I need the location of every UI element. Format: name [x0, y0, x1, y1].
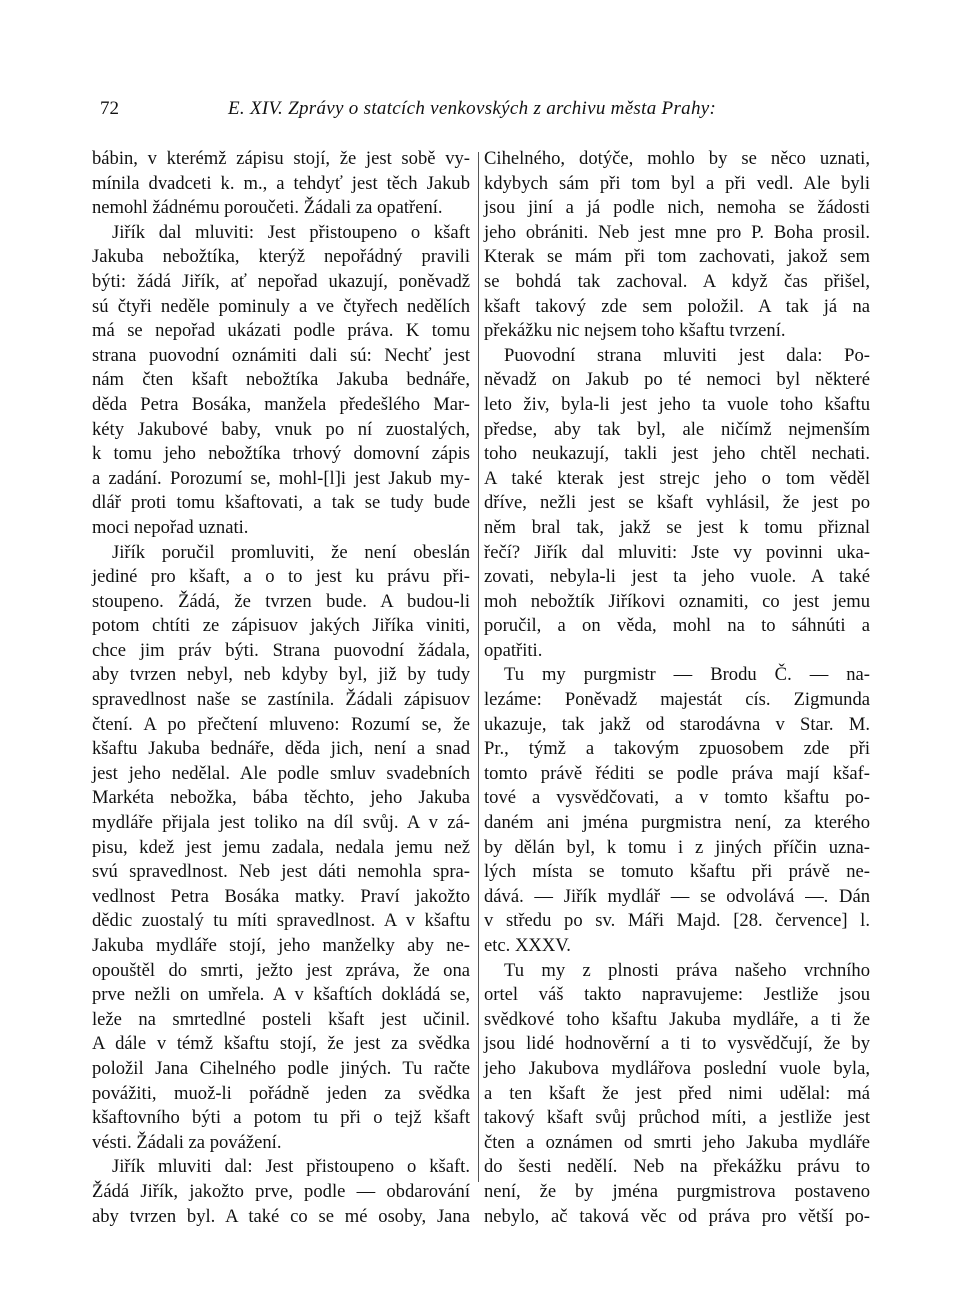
text-line: nám čten kšaft nebožtíka Jakuba bednáře, [92, 369, 470, 391]
text-line: lých místa se tomuto kšaftu při právě ne- [484, 861, 870, 883]
text-line: leto živ, byla-li jest jeho ta vuole toho kšaftu [484, 393, 870, 415]
text-line: má se nepořad ukázati podle práva. K tomu [92, 320, 470, 342]
text-line: Jiřík dal mluviti: Jest přistoupeno o kšaft [112, 221, 470, 243]
text-line: poručil, a on věda, mohl na to sáhnúti a [484, 615, 870, 637]
text-line: býti: žádá Jiřík, ať nepořad ukazují, poněvadž [92, 270, 470, 292]
text-line: lezáme: Poněvadž majestát cís. Zigmunda [484, 689, 870, 711]
text-line: do šesti nedělí. Neb na překážku právu to [484, 1156, 870, 1178]
text-line: k tomu jeho nebožtíka trhový domovní zápis [92, 443, 470, 465]
left-text-column [92, 147, 470, 1229]
text-line: v středu po sv. Máři Majd. [28. července] l. [484, 910, 870, 932]
text-line: chce jim práv býti. Strana puovodní žádala, [92, 639, 470, 661]
text-line: vedlnost Petra Bosáka matky. Praví jakožto [92, 885, 470, 907]
text-line: Puovodní strana mluviti jest dala: Po- [504, 344, 870, 366]
text-line: jeho Jakubova mydlářova poslední vuole byla, [484, 1057, 870, 1079]
text-line: Cihelného, dotýče, mohlo by se něco uznati, [484, 148, 870, 169]
text-line: jsou lidé hodnověrní a ti to vysvědčují, že by [484, 1033, 870, 1055]
text-line: mydláře přijala jest toliko na díl svůj. A v zá- [92, 812, 470, 834]
text-line: zovati, nebyla-li jest ta jeho vuole. A také [484, 566, 870, 588]
text-line: Jiřík poručil promluviti, že není obeslán [112, 541, 470, 563]
text-line: Tu my z plnosti práva našeho vrchního [504, 959, 870, 981]
text-line: dlář proti tomu kšaftovati, a tak se tudy bude [92, 492, 470, 514]
text-line: Žádá Jiřík, jakožto prve, podle — obdarování [92, 1180, 470, 1202]
text-line: opouštěl do smrti, ježto jest zpráva, že ona [92, 959, 470, 981]
text-line: mínila dvadceti k. m., a tehdyť jest těch Jakub [92, 172, 470, 194]
text-line: aby tvrzen nebyl, neb kdyby byl, již by tudy [92, 664, 470, 686]
text-line: kdybych sám při tom byl a při vedl. Ale byli [484, 172, 870, 194]
text-line: prve nežli on umřela. A v kšaftích dokládá se, [92, 984, 470, 1006]
running-title: E. XIV. Zprávy o statcích venkovských z archivu města Prahy: [228, 98, 717, 119]
text-line: dává. — Jiřík mydlář — se odvolává —. Dán [484, 885, 870, 907]
text-line: Jakuba nebožtíka, kterýž nepořádný pravili [92, 246, 470, 268]
page-number: 72 [100, 98, 119, 119]
text-line: nebylo, ač taková věc od práva pro větší po- [484, 1205, 870, 1227]
text-line: překážku nic nejsem toho kšaftu tvrzení. [484, 320, 786, 342]
text-line: svědkové toho kšaftu Jakuba mydláře, a ti že [484, 1008, 870, 1030]
text-line: daném ani jména purgmistra není, za kterého [484, 812, 870, 834]
text-line: čtení. A po přečtení mluveno: Rozumí se, že [92, 713, 470, 735]
text-line: řečí? Jiřík dal mluviti: Jste vy povinni uka- [484, 541, 870, 563]
text-line: A také kterak jest strejc jeho o tom věděl [484, 467, 870, 489]
text-line: nemohl žádnému poroučeti. Žádali za opatření. [92, 197, 443, 219]
text-line: a zadání. Porozumí se, mohl-[l]i jest Jakub my- [92, 467, 470, 489]
text-line: položil Jana Cihelného podle jiných. Tu račte [92, 1057, 470, 1079]
text-line: něvadž on Jakub po té nemoci byl některé [484, 369, 870, 391]
text-line: Pr., týmž a takovým zpuosobem zde při [484, 738, 870, 760]
text-line: kšaftovního býti a potom tu při o tejž kšaft [92, 1107, 470, 1129]
text-line: opatřiti. [484, 639, 543, 661]
text-line: něm bral tak, jakž se jest k tomu přiznal [484, 516, 870, 538]
text-line: spravedlnost naše se zastínila. Žádali zápisuov [92, 689, 470, 711]
text-line: se bohdá tak zachoval. A když čas přišel, [484, 270, 870, 292]
text-line: Kterak se mám při tom zachovati, jakož sem [484, 246, 870, 268]
text-line: není, že by jména purgmistrova postaveno [484, 1180, 870, 1202]
text-line: povážiti, muož-li pořádně jeden za svědka [92, 1082, 470, 1104]
text-line: tomto právě řéditi se podle práva mají kšaf- [484, 762, 870, 784]
text-line: kéty Jakubové baby, vnuk po ní zuostalých, [92, 418, 470, 440]
text-line: ukazuje, tak jakž od starodávna v Star. M. [484, 713, 870, 735]
text-line: předse, aby tak byl, ale ničímž nejmenším [484, 418, 870, 440]
text-line: jediné pro kšaft, a o to jest ku právu při- [92, 566, 470, 588]
text-line: Jakuba mydláře stojí, jeho manželky aby ne- [92, 935, 470, 956]
text-line: jeho obrániti. Neb jest mne pro P. Boha prosil. [484, 221, 870, 243]
text-line: leže na smrtedlné posteli kšaft jest učinil. [92, 1008, 470, 1030]
text-line: děda Petra Bosáka, manžela předešlého Mar- [92, 393, 470, 415]
text-line: jest jeho nedělal. Ale podle smluv svadebních [92, 762, 470, 784]
text-line: aby tvrzen byl. A také co se mé osoby, Jana [92, 1205, 470, 1227]
text-line: dědic zuostalý tu míti spravedlnost. A v kšaftu [92, 910, 470, 932]
column-divider [478, 152, 479, 1182]
text-line: jsou jiní a já podle nich, nemoha se žádosti [484, 197, 870, 219]
text-line: sú čtyři neděle pominuly a ve čtyřech nedělích [92, 295, 470, 317]
text-line: Jiřík mluviti dal: Jest přistoupeno o kšaft. [112, 1156, 470, 1178]
text-line: etc. XXXV. [484, 935, 571, 956]
text-line: moci nepořad uznati. [92, 516, 249, 538]
text-line: a ten kšaft že jest před nimi udělal: má [484, 1082, 870, 1104]
text-line: kšaft takový zde sem položil. A tak já na [484, 295, 870, 317]
text-line: A dále v témž kšaftu stojí, že jest za svědka [92, 1033, 470, 1055]
page-header [100, 98, 870, 128]
text-line: potom chtíti ze zápisuov jakých Jiříka viniti, [92, 615, 470, 637]
text-line: strana puovodní oznámiti dali sú: Nechť jest [92, 344, 470, 366]
text-line: toho neukazují, takli jest jeho chtěl nechati. [484, 443, 870, 465]
right-text-column [484, 147, 870, 1229]
text-line: dříve, nežli jest se kšaft vyhlásil, že jest po [484, 492, 870, 514]
text-line: stoupeno. Žádá, že tvrzen bude. A budou-li [92, 590, 470, 612]
text-line: čten a oznámen od smrti jeho Jakuba mydláře [484, 1131, 870, 1153]
text-line: Markéta nebožka, bába těchto, jeho Jakuba [92, 787, 470, 809]
text-line: moh nebožtík Jiříkovi oznamiti, co jest jemu [484, 590, 870, 612]
text-line: by dělán byl, k tomu i z jiných příčin uzna- [484, 836, 870, 858]
text-line: Tu my purgmistr — Brodu Č. — na- [504, 664, 870, 686]
text-line: vésti. Žádali za povážení. [92, 1131, 282, 1153]
text-line: kšaftu Jakuba bednáře, děda jich, není a snad [92, 738, 470, 760]
text-line: takový kšaft svůj průchod míti, a jestliže jest [484, 1107, 870, 1129]
text-line: ortel váš takto napravujeme: Jestliže jsou [484, 984, 870, 1006]
text-line: svú spravedlnost. Neb jest dáti nemohla spra- [92, 861, 470, 883]
text-line: tové a vysvědčovati, a v tomto kšaftu po- [484, 787, 870, 809]
text-line: pisu, kdež jest jemu zadala, nedala jemu než [92, 836, 470, 858]
text-line: bábin, v kterémž zápisu stojí, že jest sobě vy- [92, 148, 470, 169]
